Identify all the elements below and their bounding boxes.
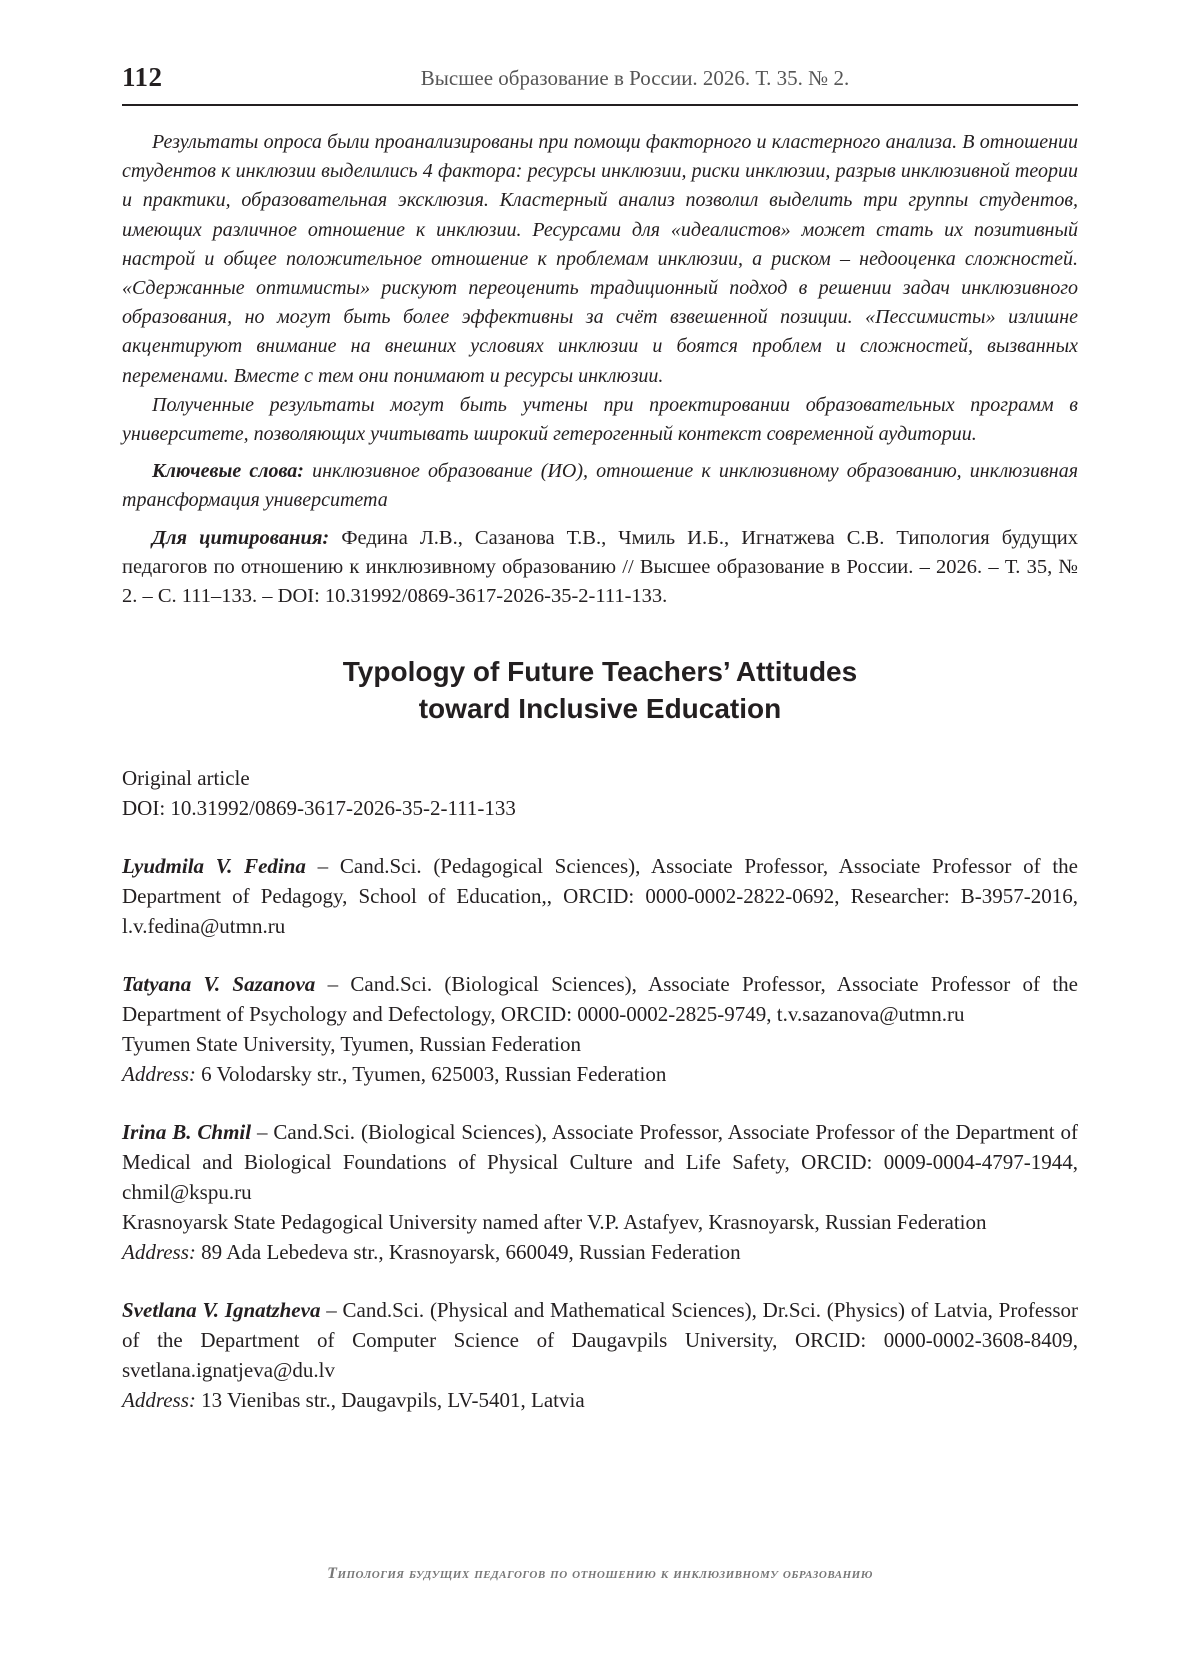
article-doi: DOI: 10.31992/0869-3617-2026-35-2-111-133: [122, 796, 516, 821]
address-label: Address:: [122, 1240, 196, 1265]
author-address: [122, 1385, 1078, 1415]
author-details: – Cand.Sci. (Physical and Mathematical Sciences), Dr.Sci. (Physics) of Latvia, Professor of the Department of Computer Science of Daugavpils University, ORCID: 0000-0002-3608-8409, svetlana.ignatjeva@du.lv: [122, 1298, 1078, 1383]
page-content: [122, 128, 1078, 1415]
author-details: – Cand.Sci. (Pedagogical Sciences), Associate Professor, Associate Professor of the Department of Pedagogy, School of Education,, ORCID: 0000-0002-2822-0692, Researcher: B-3957-2016, l.v.fedina@utmn.ru: [122, 854, 1079, 939]
author-block-3: [122, 1117, 1078, 1267]
article-type: Original article: [122, 766, 250, 791]
keywords-text: инклюзивное образование (ИО), отношение к инклюзивному образованию, инклюзивная трансформация университета: [122, 460, 1078, 512]
address-text: 6 Volodarsky str., Tyumen, 625003, Russian Federation: [195, 1062, 667, 1087]
author-name: Irina B. Chmil: [122, 1120, 252, 1145]
title-line-2: toward Inclusive Education: [418, 693, 782, 725]
citation: [122, 524, 1078, 612]
running-head: Высшее образование в России. 2026. Т. 35. № 2.: [420, 66, 850, 90]
author-address: [122, 1237, 1078, 1267]
keywords-label: Ключевые слова:: [152, 460, 304, 483]
author-name: Tatyana V. Sazanova: [122, 972, 316, 997]
citation-label: Для цитирования:: [152, 526, 330, 549]
address-label: Address:: [122, 1062, 196, 1087]
keywords: [122, 457, 1078, 515]
english-title: [122, 653, 1078, 727]
abstract-paragraph-1: Результаты опроса были проанализированы при помощи факторного и кластерного анализа. В отношении студентов к инклюзии выделились 4 фактора: ресурсы инклюзии, риски инклюзии, разрыв инклюзивной теории и практики, образовательная эксклюзия. Кластерный анализ позволил выделить три группы студентов, имеющих различное отношение к инклюзии. Ресурсами для «идеалистов» может стать их позитивный настрой и общее положительное отношение к проблемам инклюзии, а риском – недооценка сложностей. «Сдержанные оптимисты» рискуют переоценить традиционный подход в решении задач инклюзивного образования, но могут быть более эффективны за счёт взвешенной позиции. «Пессимисты» излишне акцентируют внимание на внешних условиях инклюзии и боятся проблем и сложностей, вызванных переменами. Вместе с тем они понимают и ресурсы инклюзии.: [122, 131, 1078, 387]
author-details: – Cand.Sci. (Biological Sciences), Associate Professor, Associate Professor of the Department of Psychology and Defectology, ORCID: 0000-0002-2825-9749, t.v.sazanova@utmn.ru: [122, 972, 1078, 1027]
author-details: – Cand.Sci. (Biological Sciences), Associate Professor, Associate Professor of the Department of Medical and Biological Foundations of Physical Culture and Life Safety, ORCID: 0009-0004-4797-1944, chmil@kspu.ru: [122, 1120, 1078, 1205]
author-block-1: [122, 851, 1078, 941]
author-name: Lyudmila V. Fedina: [122, 854, 306, 879]
author-name: Svetlana V. Ignatzheva: [122, 1298, 321, 1323]
author-address: [122, 1059, 1078, 1089]
address-text: 13 Vienibas str., Daugavpils, LV-5401, Latvia: [195, 1388, 585, 1413]
title-line-1: Typology of Future Teachers’ Attitudes: [342, 656, 858, 688]
author-block-4: [122, 1295, 1078, 1415]
address-label: Address:: [122, 1388, 196, 1413]
abstract-paragraph-2: Полученные результаты могут быть учтены при проектировании образовательных программ в университете, позволяющих учитывать широкий гетерогенный контекст современной аудитории.: [122, 393, 1078, 446]
article-meta: [122, 763, 1078, 823]
citation-text: Федина Л.В., Сазанова Т.В., Чмиль И.Б., Игнатжева С.В. Типология будущих педагогов по отношению к инклюзивному образованию // Высшее образование в России. – 2026. – Т. 35, № 2. – С. 111–133. – DOI: 10.31992/0869-3617-2026-35-2-111-133.: [122, 526, 1078, 608]
author-block-2: [122, 969, 1078, 1089]
page-header: [122, 58, 1078, 106]
page-number: 112: [122, 62, 163, 92]
running-footer: Типология будущих педагогов по отношению к инклюзивному образованию: [327, 1565, 873, 1582]
author-affiliation: Krasnoyarsk State Pedagogical University named after V.P. Astafyev, Krasnoyarsk, Russian Federation: [122, 1210, 987, 1235]
author-affiliation: Tyumen State University, Tyumen, Russian Federation: [122, 1032, 581, 1057]
address-text: 89 Ada Lebedeva str., Krasnoyarsk, 660049, Russian Federation: [195, 1240, 741, 1265]
